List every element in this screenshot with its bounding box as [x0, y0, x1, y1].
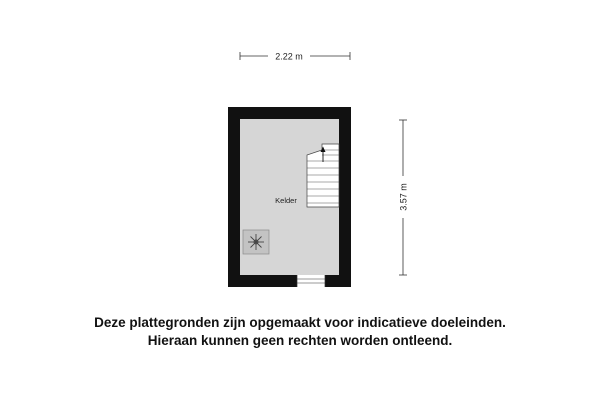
- window-opening: [297, 275, 325, 287]
- height-dimension-label: 3.57 m: [398, 183, 409, 211]
- room-label: Kelder: [275, 196, 297, 205]
- staircase-icon: [307, 144, 339, 207]
- height-dimension: [396, 120, 410, 275]
- width-dimension-label: 2.22 m: [275, 51, 303, 62]
- ventilation-fan-icon: [243, 230, 269, 254]
- width-dimension: [240, 49, 350, 63]
- disclaimer-line-1: Deze plattegronden zijn opgemaakt voor indicatieve doeleinden.: [94, 315, 506, 330]
- disclaimer-line-2: Hieraan kunnen geen rechten worden ontleend.: [147, 333, 453, 348]
